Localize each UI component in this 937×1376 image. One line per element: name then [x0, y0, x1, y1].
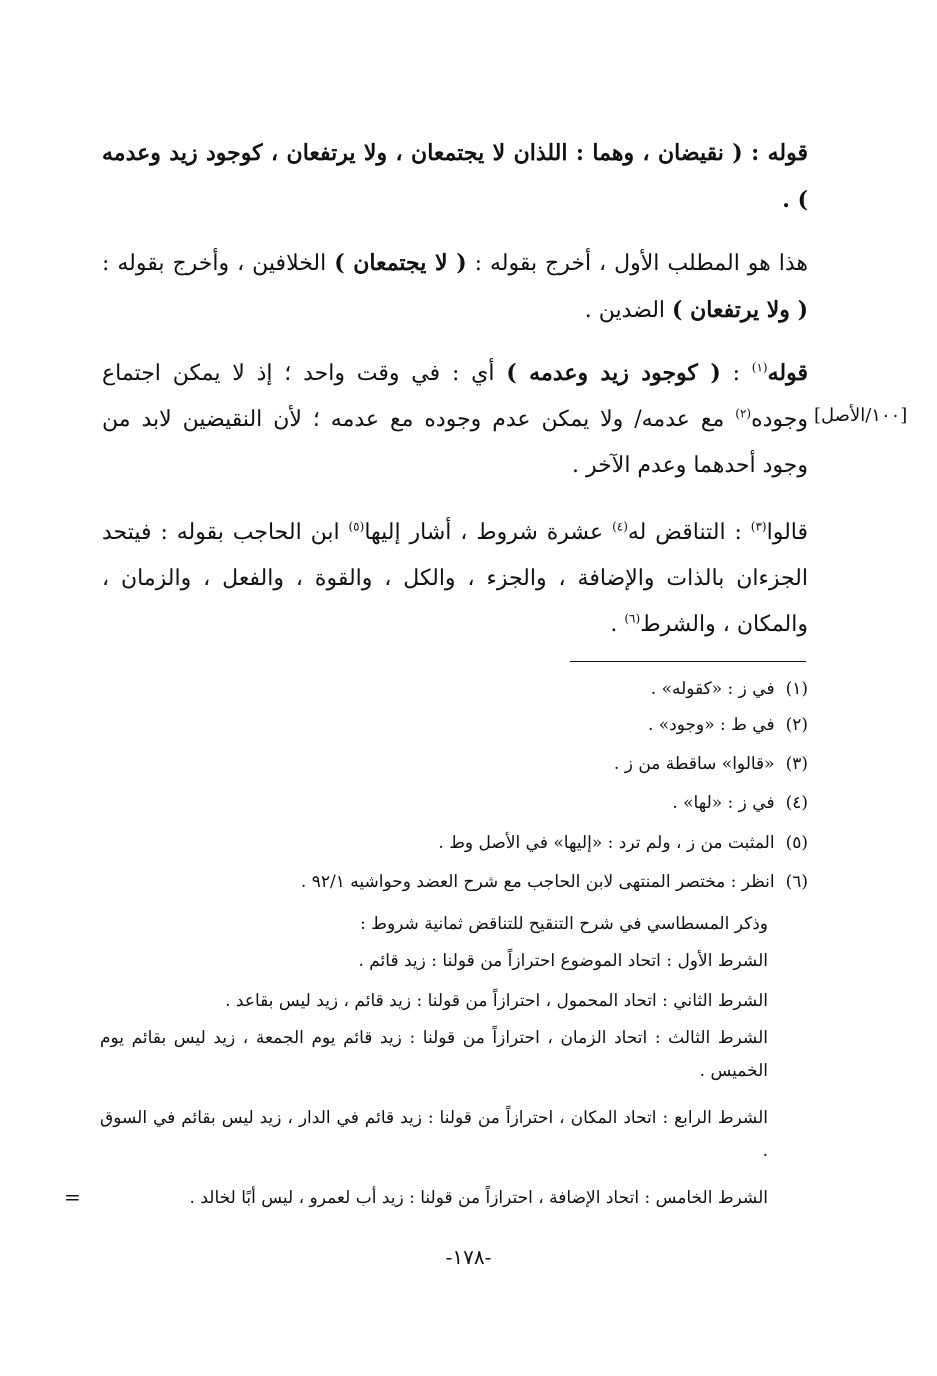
footnote-ref: (٢) — [735, 406, 752, 421]
footnote-6-line: الشرط الخامس : اتحاد الإضافة ، احترازاً من قولنا : زيد أب لعمرو ، ليس أبًا لخالد . — [189, 1188, 768, 1208]
footnote-ref: (٥) — [348, 519, 365, 534]
footnote-text: انظر : مختصر المنتهى لابن الحاجب مع شرح العضد وحواشيه ٩٢/١ . — [300, 872, 775, 892]
text-run: : — [720, 361, 752, 386]
footnote-number: (١) — [785, 679, 808, 699]
footnote-3 — [100, 749, 808, 779]
footnote-number: (٤) — [785, 793, 808, 813]
footnote-6 — [100, 867, 808, 897]
footnote-ref: (٣) — [750, 519, 767, 534]
paragraph-1 — [102, 130, 808, 224]
text-run: . — [610, 612, 625, 637]
footnote-1 — [100, 674, 808, 704]
quoted-text-bold: ( لا يجتمعان ) — [334, 250, 467, 276]
footnote-6-line: الشرط الرابع : اتحاد المكان ، احترازاً من قولنا : زيد قائم في الدار ، زيد ليس بقائم في السوق . — [100, 1108, 768, 1161]
continuation-mark: = — [64, 1185, 81, 1209]
footnote-text: في ز : «لها» . — [672, 793, 775, 813]
quoted-text-bold: قوله : ( نقيضان ، وهما : اللذان لا يجتمعان ، ولا يرتفعان ، كوجود زيد وعدمه ) . — [102, 140, 808, 213]
text-run: : التناقض له — [627, 520, 751, 545]
text-run: ابن الحاجب بقوله : فيتحد الجزءان بالذات والإضافة ، والجزء ، والكل ، والقوة ، والفعل ، والزمان ، والمكان ، والشرط — [102, 520, 808, 637]
margin-page-note: [١٠٠/الأصل] — [814, 405, 908, 426]
footnote-6-line: وذكر المسطاسي في شرح التنقيح للتناقض ثمانية شروط : — [360, 914, 768, 934]
text-run: قالوا — [766, 520, 809, 545]
footnote-number: (٦) — [785, 872, 808, 892]
paragraph-4 — [102, 510, 808, 648]
page-number: -١٧٨- — [445, 1245, 492, 1269]
footnote-ref: (٦) — [624, 611, 641, 626]
footnote-ref: (١) — [751, 360, 768, 375]
footnote-6-line: الشرط الثاني : اتحاد المحمول ، احترازاً من قولنا : زيد قائم ، زيد ليس بقاعد . — [225, 991, 768, 1011]
quoted-text-bold: ( كوجود زيد وعدمه ) — [506, 360, 721, 386]
text-run: أي : في وقت واحد ؛ إذ لا يمكن اجتماع وجوده — [102, 361, 808, 432]
footnote-ref: (٤) — [612, 519, 628, 534]
footnote-separator — [570, 661, 806, 662]
quoted-text-bold: ( ولا يرتفعان ) — [672, 297, 808, 323]
footnote-text: «قالوا» ساقطة من ز . — [613, 754, 775, 774]
footnote-number: (٣) — [785, 754, 808, 774]
footnote-text: في ط : «وجود» . — [647, 715, 775, 735]
paragraph-2 — [102, 240, 808, 334]
text-run: هذا هو المطلب الأول ، أخرج بقوله : — [466, 251, 808, 276]
footnote-number: (٢) — [785, 715, 808, 735]
footnote-2 — [100, 710, 808, 740]
paragraph-3 — [102, 350, 808, 489]
footnote-text: في ز : «كقوله» . — [650, 679, 775, 699]
text-run: عشرة شروط ، أشار إليها — [364, 520, 613, 545]
footnote-4 — [100, 788, 808, 818]
footnote-text: المثبت من ز ، ولم ترد : «إليها» في الأصل وط . — [438, 833, 775, 853]
text-run: الخلافين ، وأخرج بقوله : — [102, 251, 335, 276]
footnote-6-line: الشرط الثالث : اتحاد الزمان ، احترازاً من قولنا : زيد قائم يوم الجمعة ، زيد ليس بقائم يوم الخميس . — [100, 1028, 768, 1081]
footnote-6-line: الشرط الأول : اتحاد الموضوع احترازاً من قولنا : زيد قائم . — [358, 951, 768, 971]
text-run: مع عدمه/ ولا يمكن عدم وجوده مع عدمه ؛ لأن النقيضين لابد من وجود أحدهما وعدم الآخر . — [102, 407, 808, 478]
text-run: الضدين . — [584, 298, 673, 323]
lead-word-bold: قوله — [767, 360, 808, 386]
footnote-number: (٥) — [785, 833, 808, 853]
footnote-5 — [100, 828, 808, 858]
